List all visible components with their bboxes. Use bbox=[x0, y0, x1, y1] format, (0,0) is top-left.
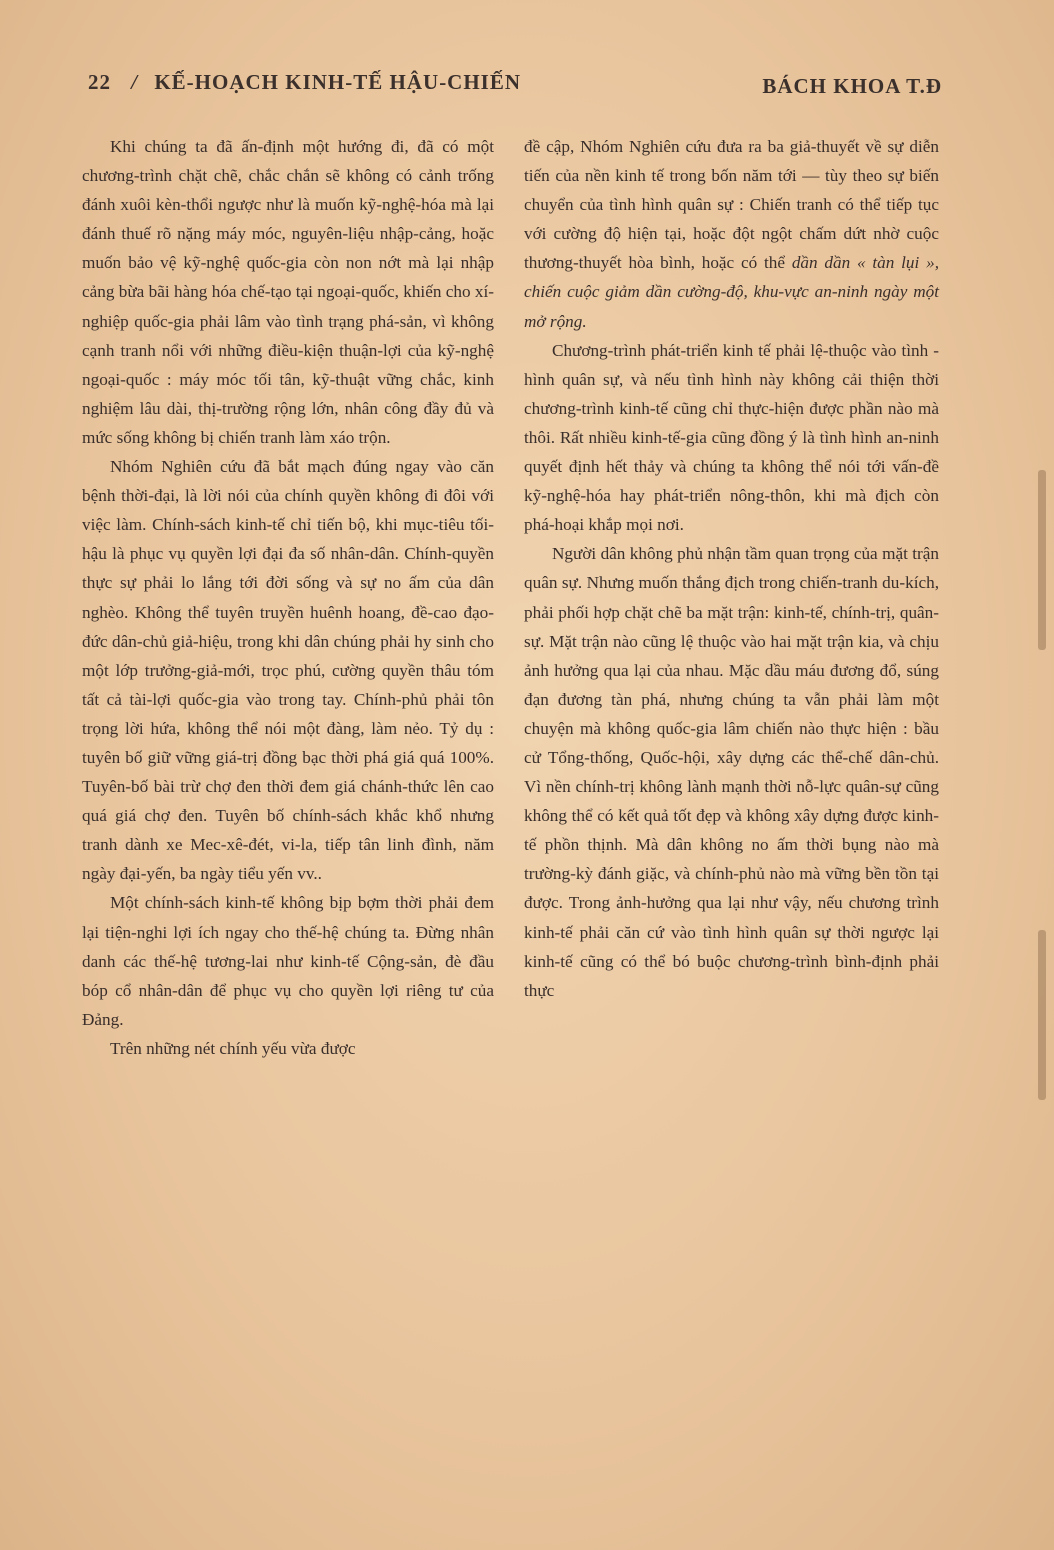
running-title: KẾ-HOẠCH KINH-TẾ HẬU-CHIẾN bbox=[154, 70, 522, 94]
right-paragraph-3: Người dân không phủ nhận tầm quan trọng của mặt trận quân sự. Nhưng muốn thắng địch trong chiến-tranh du-kích, phải phối hợp chặt chẽ ba mặt trận: kinh-tế, chính-trị, quân-sự. Mặt trận nào cũng lệ thuộc vào hai mặt trận kia, và chịu ảnh hưởng qua lại của nhau. Mặc dầu máu đương đổ, súng đạn đương tàn phá, nhưng chúng ta vẫn phải làm một chuyện mà không quốc-gia lâm chiến nào thực hiện : bầu cử Tổng-thống, Quốc-hội, xây dựng các thể-chế dân-chủ. Vì nền chính-trị không lành mạnh thời nỗ-lực quân-sự cũng không thể có kết quả tốt đẹp và không xây dựng được kinh-tế phồn thịnh. Mà dân không no ấm thời bụng nào mà trường-kỳ đánh giặc, và chính-phủ nào mà vững bền tồn tại được. Trong ảnh-hưởng qua lại như vậy, nếu chương trình kinh-tế phải căn cứ vào tình hình quân sự thời ngược lại kinh-tế cũng có thể bó buộc chương-trình bình-định phải thực bbox=[524, 544, 939, 1000]
header-separator: / bbox=[131, 70, 139, 94]
right-paragraph-1-italic: dần dần « tàn lụi », chiến cuộc giảm dần cường-độ, khu-vực an-ninh ngày một mở rộng. bbox=[524, 253, 939, 331]
right-paragraph-2: Chương-trình phát-triển kinh tế phải lệ-thuộc vào tình - hình quân sự, và nếu tình hình này không cải thiện thời chương-trình kinh-tế cũng chỉ thực-hiện được phần nào mà thôi. Rất nhiều kinh-tế-gia cũng đồng ý là tình hình an-ninh quyết định hết thảy và chúng ta không thể nói tới vấn-đề kỹ-nghệ-hóa hay phát-triển nông-thôn, khi mà địch còn phá-hoại khắp mọi nơi. bbox=[524, 340, 939, 535]
left-paragraph-4: Trên những nét chính yếu vừa được bbox=[110, 1038, 356, 1058]
left-paragraph-3: Một chính-sách kinh-tế không bịp bợm thời phải đem lại tiện-nghi lợi ích ngay cho thế-hệ chúng ta. Đừng nhân danh các thế-hệ tương-lai như kinh-tế Cộng-sản, đè đầu bóp cổ nhân-dân để phục vụ cho quyền lợi riêng tư của Đảng. bbox=[82, 893, 494, 1029]
page-edge-wear bbox=[1038, 470, 1046, 650]
right-paragraph-1-text: đề cập, Nhóm Nghiên cứu đưa ra ba giả-thuyết về sự diễn tiến của nền kinh tế trong bốn năm tới — tùy theo sự biến chuyển của tình hình quân sự : Chiến tranh có thể tiếp tục với cường độ hiện tại, hoặc đột ngột chấm dứt nhờ cuộc thương-thuyết hòa bình, hoặc có thể bbox=[524, 137, 939, 273]
left-column bbox=[82, 132, 494, 1063]
page-number: 22 bbox=[88, 70, 111, 94]
right-column bbox=[524, 132, 939, 1005]
right-paragraph-1 bbox=[524, 132, 939, 336]
left-paragraph-2: Nhóm Nghiên cứu đã bắt mạch đúng ngay vào căn bệnh thời-đại, là lời nói của chính quyền không đi đôi với việc làm. Chính-sách kinh-tế chỉ tiến bộ, khi mục-tiêu tối-hậu là phục vụ quyền lợi đại đa số nhân-dân. Chính-quyền thực sự phải lo lắng tới đời sống và sự no ấm của dân nghèo. Không thể tuyên truyền huênh hoang, đề-cao đạo-đức dân-chủ giả-hiệu, trong khi dân chúng phải hy sinh cho một lớp trưởng-giả-mới, trọc phú, cường quyền thâu tóm tất cả tài-lợi quốc-gia vào trong tay. Chính-phủ phải tôn trọng lời hứa, không thể nói một đàng, làm nẻo. Tỷ dụ : tuyên bố giữ vững giá-trị đồng bạc thời phá giá quá 100%. Tuyên-bố bài trừ chợ đen thời đem giá chánh-thức lên cao quá giá chợ đen. Tuyên bố chính-sách khắc khổ nhưng tranh dành xe Mec-xê-đét, vi-la, tiếp tân linh đình, năm ngày đại-yến, ba ngày tiểu yến vv.. bbox=[82, 457, 494, 884]
running-header bbox=[88, 70, 942, 100]
left-paragraph-1: Khi chúng ta đã ấn-định một hướng đi, đã có một chương-trình chặt chẽ, chắc chắn sẽ không có cảnh trống đánh xuôi kèn-thổi ngược như là muốn kỹ-nghệ-hóa mà lại đánh thuế rõ nặng máy móc, nguyên-liệu nhập-cảng, hoặc muốn bảo vệ kỹ-nghệ quốc-gia còn non nớt mà lại nhập cảng bừa bãi hàng hóa chế-tạo tại ngoại-quốc, khiến cho xí-nghiệp quốc-gia phải lâm vào tình trạng phá-sản, vì không cạnh tranh nổi với những điều-kiện thuận-lợi của kỹ-nghệ ngoại-quốc : máy móc tối tân, kỹ-thuật vững chắc, kinh nghiệm lâu dài, thị-trường rộng lớn, nhân công đầy đủ và mức sống không bị chiến tranh làm xáo trộn. bbox=[82, 137, 494, 447]
journal-name: BÁCH KHOA T.Đ bbox=[762, 74, 942, 98]
page-edge-wear bbox=[1038, 930, 1046, 1100]
header-left bbox=[88, 70, 521, 95]
